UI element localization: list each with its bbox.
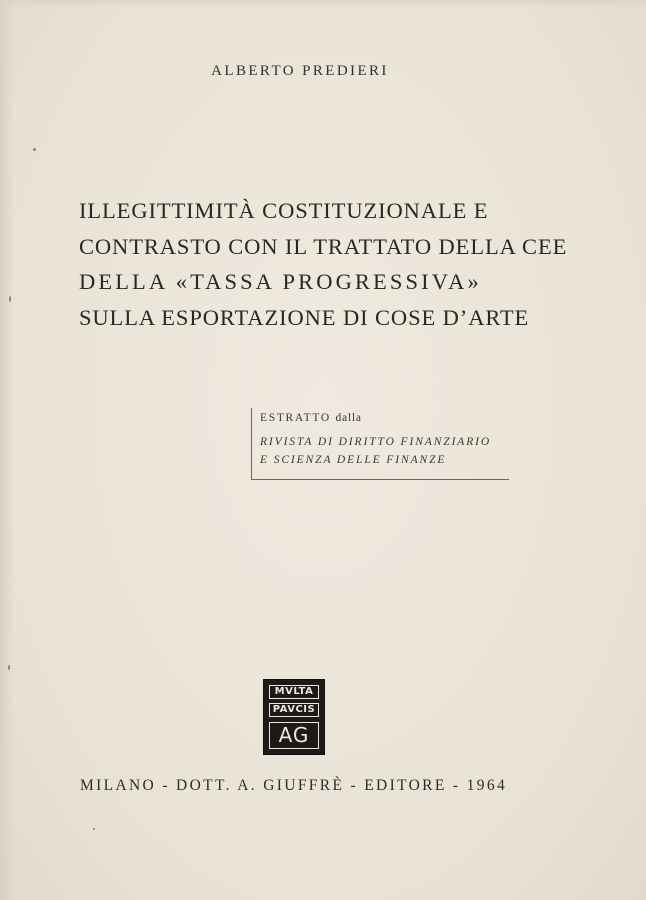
page-left-edge-shadow	[0, 0, 14, 900]
title-line: SULLA ESPORTAZIONE DI COSE D’ARTE	[79, 304, 530, 330]
page-top-edge-shadow	[0, 0, 646, 8]
extract-bottom-rule	[251, 479, 509, 480]
paper-speck	[93, 828, 95, 830]
logo-initials: AG	[269, 722, 319, 749]
title-line: CONTRASTO CON IL TRATTATO DELLA CEE	[79, 233, 568, 259]
extract-block	[251, 408, 510, 480]
logo-motto-line: PAVCIS	[269, 703, 319, 717]
publisher-logo	[263, 679, 325, 755]
document-title	[79, 193, 568, 335]
author-name: ALBERTO PREDIERI	[211, 63, 389, 79]
extract-label-small: dalla	[335, 412, 362, 424]
journal-title-line: E SCIENZA DELLE FINANZE	[260, 454, 447, 466]
journal-title-line: RIVISTA DI DIRITTO FINANZIARIO	[260, 436, 492, 448]
publisher-imprint: MILANO - DOTT. A. GIUFFRÈ - EDITORE - 1964	[80, 777, 508, 794]
extract-label	[260, 412, 362, 424]
paper-speck	[33, 148, 36, 151]
logo-motto-line: MVLTA	[269, 685, 319, 699]
title-line: ILLEGITTIMITÀ COSTITUZIONALE E	[79, 198, 489, 223]
extract-label-caps: ESTRATTO	[260, 412, 331, 424]
paper-speck	[8, 665, 10, 670]
paper-speck	[9, 296, 11, 302]
title-line: DELLA «TASSA PROGRESSIVA»	[79, 269, 482, 294]
